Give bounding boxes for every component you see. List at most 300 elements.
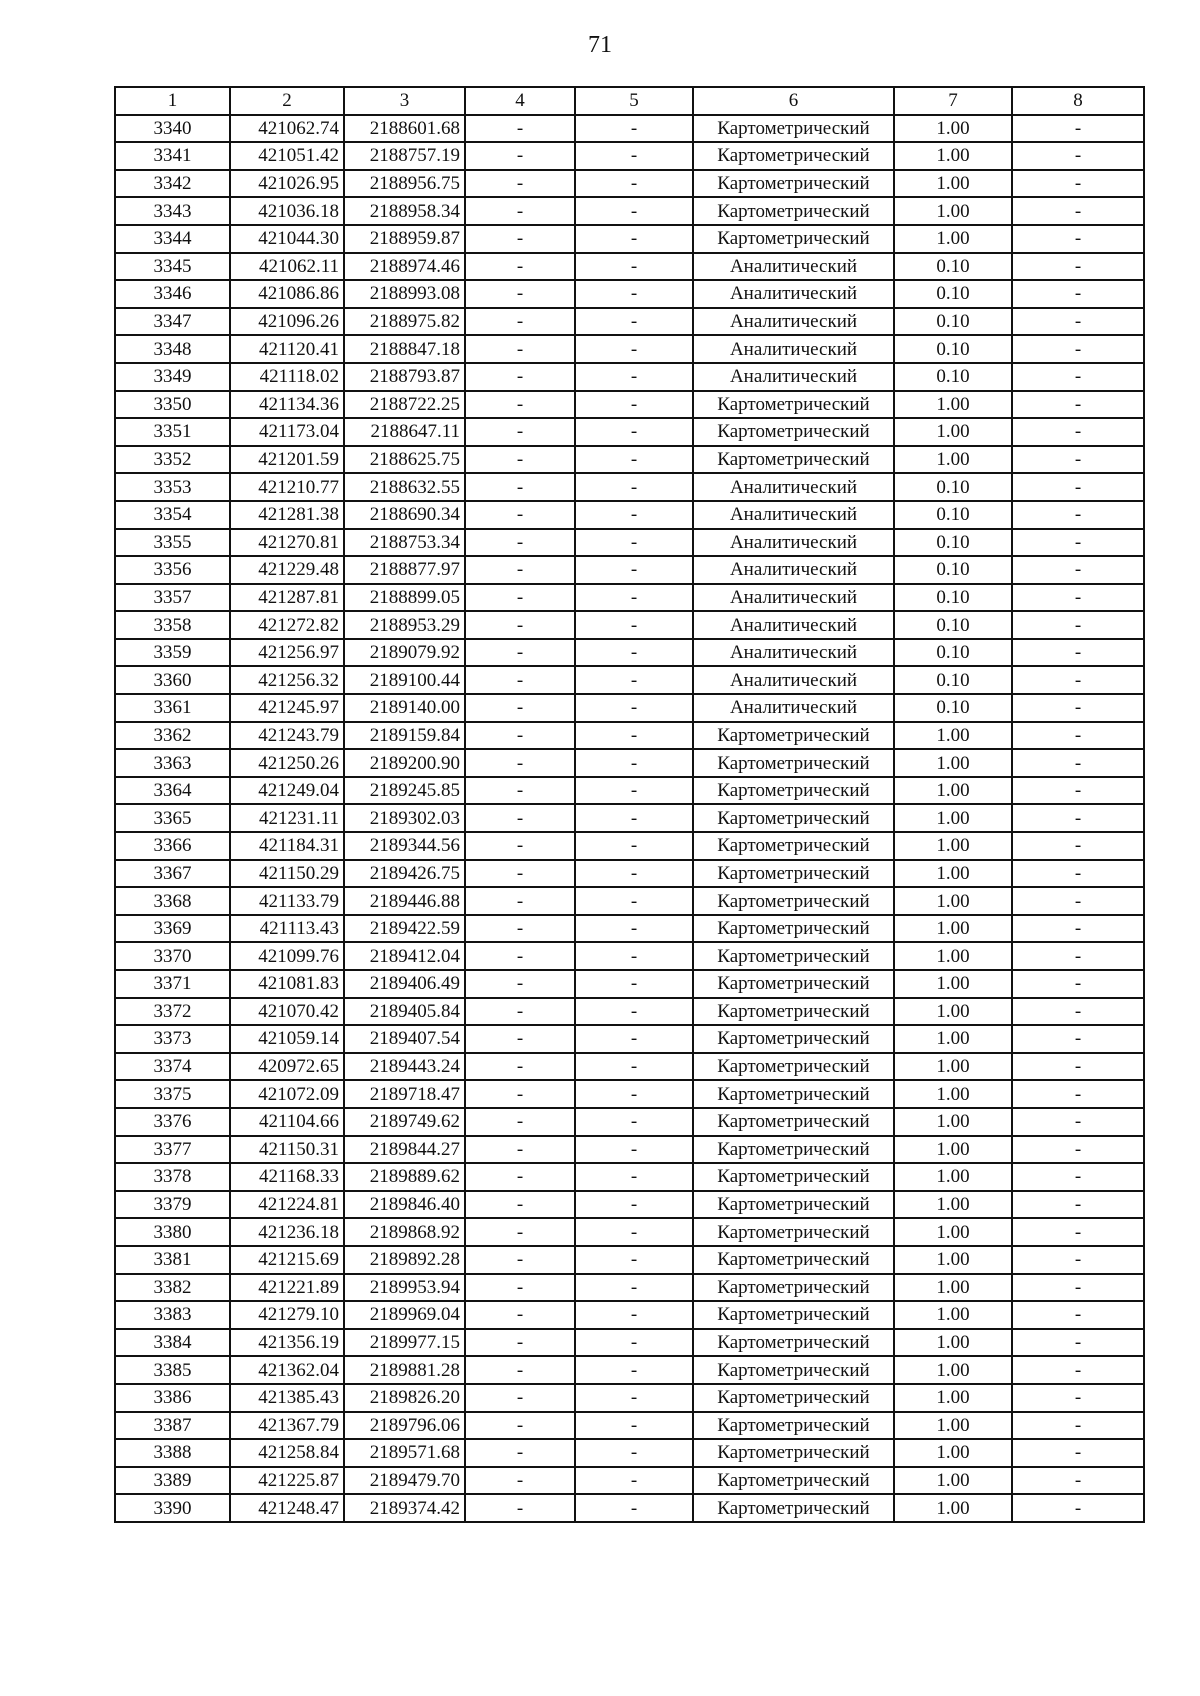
y-coordinate-cell: 2189079.92 (344, 639, 465, 667)
column-8-cell: - (1012, 1218, 1144, 1246)
method-cell: Картометрический (693, 887, 894, 915)
y-coordinate-cell: 2188993.08 (344, 280, 465, 308)
point-number-cell: 3371 (115, 970, 230, 998)
column-5-cell: - (575, 1053, 693, 1081)
column-4-cell: - (465, 280, 575, 308)
y-coordinate-cell: 2188899.05 (344, 584, 465, 612)
accuracy-cell: 1.00 (894, 749, 1012, 777)
x-coordinate-cell: 421225.87 (230, 1467, 344, 1495)
y-coordinate-cell: 2189245.85 (344, 777, 465, 805)
y-coordinate-cell: 2189749.62 (344, 1108, 465, 1136)
table-row (115, 529, 1144, 557)
column-8-cell: - (1012, 1384, 1144, 1412)
column-5-cell: - (575, 529, 693, 557)
column-5-cell: - (575, 1108, 693, 1136)
column-8-cell: - (1012, 1246, 1144, 1274)
x-coordinate-cell: 421026.95 (230, 170, 344, 198)
column-8-cell: - (1012, 197, 1144, 225)
x-coordinate-cell: 421168.33 (230, 1163, 344, 1191)
column-4-cell: - (465, 1191, 575, 1219)
y-coordinate-cell: 2189868.92 (344, 1218, 465, 1246)
point-number-cell: 3383 (115, 1301, 230, 1329)
x-coordinate-cell: 421248.47 (230, 1494, 344, 1522)
column-5-cell: - (575, 170, 693, 198)
method-cell: Аналитический (693, 308, 894, 336)
column-5-cell: - (575, 584, 693, 612)
table-row (115, 1274, 1144, 1302)
column-4-cell: - (465, 1246, 575, 1274)
column-8-cell: - (1012, 1439, 1144, 1467)
point-number-cell: 3365 (115, 804, 230, 832)
column-4-cell: - (465, 501, 575, 529)
table-row (115, 1246, 1144, 1274)
column-5-cell: - (575, 777, 693, 805)
method-cell: Картометрический (693, 391, 894, 419)
table-row (115, 722, 1144, 750)
x-coordinate-cell: 421173.04 (230, 418, 344, 446)
table-row (115, 1191, 1144, 1219)
method-cell: Аналитический (693, 473, 894, 501)
method-cell: Картометрический (693, 777, 894, 805)
point-number-cell: 3359 (115, 639, 230, 667)
table-row (115, 1080, 1144, 1108)
method-cell: Картометрический (693, 1053, 894, 1081)
y-coordinate-cell: 2189889.62 (344, 1163, 465, 1191)
accuracy-cell: 1.00 (894, 1218, 1012, 1246)
point-number-cell: 3363 (115, 749, 230, 777)
point-number-cell: 3364 (115, 777, 230, 805)
method-cell: Картометрический (693, 1274, 894, 1302)
column-8-cell: - (1012, 1301, 1144, 1329)
x-coordinate-cell: 421104.66 (230, 1108, 344, 1136)
y-coordinate-cell: 2189407.54 (344, 1025, 465, 1053)
point-number-cell: 3361 (115, 694, 230, 722)
column-8-cell: - (1012, 639, 1144, 667)
y-coordinate-cell: 2189881.28 (344, 1356, 465, 1384)
column-4-cell: - (465, 1494, 575, 1522)
column-5-cell: - (575, 142, 693, 170)
method-cell: Картометрический (693, 749, 894, 777)
accuracy-cell: 1.00 (894, 1494, 1012, 1522)
x-coordinate-cell: 421221.89 (230, 1274, 344, 1302)
column-8-cell: - (1012, 749, 1144, 777)
table-row (115, 556, 1144, 584)
point-number-cell: 3387 (115, 1412, 230, 1440)
y-coordinate-cell: 2188956.75 (344, 170, 465, 198)
point-number-cell: 3354 (115, 501, 230, 529)
column-8-cell: - (1012, 1136, 1144, 1164)
point-number-cell: 3340 (115, 115, 230, 143)
point-number-cell: 3372 (115, 998, 230, 1026)
method-cell: Аналитический (693, 363, 894, 391)
column-5-cell: - (575, 942, 693, 970)
column-5-cell: - (575, 280, 693, 308)
point-number-cell: 3350 (115, 391, 230, 419)
column-5-cell: - (575, 1384, 693, 1412)
y-coordinate-cell: 2189302.03 (344, 804, 465, 832)
column-5-cell: - (575, 804, 693, 832)
method-cell: Аналитический (693, 556, 894, 584)
column-5-cell: - (575, 915, 693, 943)
point-number-cell: 3373 (115, 1025, 230, 1053)
y-coordinate-cell: 2189443.24 (344, 1053, 465, 1081)
column-4-cell: - (465, 722, 575, 750)
table-row (115, 639, 1144, 667)
column-4-cell: - (465, 308, 575, 336)
method-cell: Картометрический (693, 998, 894, 1026)
method-cell: Аналитический (693, 694, 894, 722)
accuracy-cell: 0.10 (894, 335, 1012, 363)
point-number-cell: 3377 (115, 1136, 230, 1164)
method-cell: Картометрический (693, 1412, 894, 1440)
table-row (115, 391, 1144, 419)
column-8-cell: - (1012, 860, 1144, 888)
method-cell: Картометрический (693, 1329, 894, 1357)
point-number-cell: 3351 (115, 418, 230, 446)
y-coordinate-cell: 2189479.70 (344, 1467, 465, 1495)
x-coordinate-cell: 421279.10 (230, 1301, 344, 1329)
table-row (115, 832, 1144, 860)
y-coordinate-cell: 2189159.84 (344, 722, 465, 750)
x-coordinate-cell: 421270.81 (230, 529, 344, 557)
point-number-cell: 3355 (115, 529, 230, 557)
column-header: 2 (230, 87, 344, 115)
x-coordinate-cell: 421099.76 (230, 942, 344, 970)
column-4-cell: - (465, 749, 575, 777)
y-coordinate-cell: 2189718.47 (344, 1080, 465, 1108)
method-cell: Картометрический (693, 1356, 894, 1384)
accuracy-cell: 1.00 (894, 1191, 1012, 1219)
column-5-cell: - (575, 998, 693, 1026)
y-coordinate-cell: 2189374.42 (344, 1494, 465, 1522)
column-header: 1 (115, 87, 230, 115)
point-number-cell: 3341 (115, 142, 230, 170)
accuracy-cell: 0.10 (894, 280, 1012, 308)
column-5-cell: - (575, 1301, 693, 1329)
column-4-cell: - (465, 1356, 575, 1384)
table-row (115, 1108, 1144, 1136)
column-5-cell: - (575, 1246, 693, 1274)
column-8-cell: - (1012, 418, 1144, 446)
accuracy-cell: 0.10 (894, 363, 1012, 391)
table-row (115, 611, 1144, 639)
y-coordinate-cell: 2189953.94 (344, 1274, 465, 1302)
column-8-cell: - (1012, 225, 1144, 253)
column-5-cell: - (575, 722, 693, 750)
column-5-cell: - (575, 1025, 693, 1053)
column-8-cell: - (1012, 1412, 1144, 1440)
table-row (115, 170, 1144, 198)
method-cell: Аналитический (693, 335, 894, 363)
column-header: 3 (344, 87, 465, 115)
column-4-cell: - (465, 473, 575, 501)
point-number-cell: 3356 (115, 556, 230, 584)
y-coordinate-cell: 2189426.75 (344, 860, 465, 888)
column-4-cell: - (465, 418, 575, 446)
x-coordinate-cell: 421150.31 (230, 1136, 344, 1164)
point-number-cell: 3376 (115, 1108, 230, 1136)
point-number-cell: 3346 (115, 280, 230, 308)
table-row (115, 942, 1144, 970)
point-number-cell: 3353 (115, 473, 230, 501)
x-coordinate-cell: 421150.29 (230, 860, 344, 888)
method-cell: Аналитический (693, 611, 894, 639)
method-cell: Картометрический (693, 115, 894, 143)
column-5-cell: - (575, 391, 693, 419)
method-cell: Картометрический (693, 1163, 894, 1191)
x-coordinate-cell: 421062.11 (230, 253, 344, 281)
accuracy-cell: 1.00 (894, 446, 1012, 474)
column-4-cell: - (465, 666, 575, 694)
column-4-cell: - (465, 1025, 575, 1053)
column-4-cell: - (465, 1218, 575, 1246)
accuracy-cell: 0.10 (894, 501, 1012, 529)
column-4-cell: - (465, 887, 575, 915)
column-8-cell: - (1012, 584, 1144, 612)
column-4-cell: - (465, 1274, 575, 1302)
column-4-cell: - (465, 197, 575, 225)
y-coordinate-cell: 2189405.84 (344, 998, 465, 1026)
point-number-cell: 3347 (115, 308, 230, 336)
accuracy-cell: 1.00 (894, 1053, 1012, 1081)
column-5-cell: - (575, 446, 693, 474)
column-8-cell: - (1012, 1025, 1144, 1053)
accuracy-cell: 1.00 (894, 722, 1012, 750)
point-number-cell: 3389 (115, 1467, 230, 1495)
column-5-cell: - (575, 1080, 693, 1108)
column-5-cell: - (575, 887, 693, 915)
column-4-cell: - (465, 639, 575, 667)
accuracy-cell: 0.10 (894, 666, 1012, 694)
column-8-cell: - (1012, 1494, 1144, 1522)
x-coordinate-cell: 421051.42 (230, 142, 344, 170)
method-cell: Картометрический (693, 915, 894, 943)
x-coordinate-cell: 421356.19 (230, 1329, 344, 1357)
column-8-cell: - (1012, 887, 1144, 915)
x-coordinate-cell: 421086.86 (230, 280, 344, 308)
column-4-cell: - (465, 142, 575, 170)
column-5-cell: - (575, 611, 693, 639)
method-cell: Аналитический (693, 584, 894, 612)
table-row (115, 418, 1144, 446)
table-row (115, 197, 1144, 225)
point-number-cell: 3381 (115, 1246, 230, 1274)
point-number-cell: 3384 (115, 1329, 230, 1357)
y-coordinate-cell: 2189344.56 (344, 832, 465, 860)
column-8-cell: - (1012, 335, 1144, 363)
column-8-cell: - (1012, 363, 1144, 391)
table-row (115, 501, 1144, 529)
x-coordinate-cell: 421385.43 (230, 1384, 344, 1412)
y-coordinate-cell: 2188958.34 (344, 197, 465, 225)
column-4-cell: - (465, 556, 575, 584)
point-number-cell: 3374 (115, 1053, 230, 1081)
method-cell: Картометрический (693, 832, 894, 860)
column-8-cell: - (1012, 556, 1144, 584)
table-row (115, 446, 1144, 474)
method-cell: Картометрический (693, 170, 894, 198)
column-5-cell: - (575, 253, 693, 281)
column-4-cell: - (465, 170, 575, 198)
y-coordinate-cell: 2189826.20 (344, 1384, 465, 1412)
accuracy-cell: 1.00 (894, 1246, 1012, 1274)
x-coordinate-cell: 421072.09 (230, 1080, 344, 1108)
column-8-cell: - (1012, 832, 1144, 860)
accuracy-cell: 1.00 (894, 942, 1012, 970)
method-cell: Картометрический (693, 1136, 894, 1164)
column-5-cell: - (575, 335, 693, 363)
accuracy-cell: 1.00 (894, 1329, 1012, 1357)
method-cell: Картометрический (693, 197, 894, 225)
y-coordinate-cell: 2189200.90 (344, 749, 465, 777)
method-cell: Картометрический (693, 1218, 894, 1246)
column-5-cell: - (575, 832, 693, 860)
y-coordinate-cell: 2189977.15 (344, 1329, 465, 1357)
y-coordinate-cell: 2188753.34 (344, 529, 465, 557)
column-8-cell: - (1012, 253, 1144, 281)
accuracy-cell: 1.00 (894, 225, 1012, 253)
accuracy-cell: 1.00 (894, 1467, 1012, 1495)
column-5-cell: - (575, 225, 693, 253)
y-coordinate-cell: 2188974.46 (344, 253, 465, 281)
column-4-cell: - (465, 391, 575, 419)
accuracy-cell: 1.00 (894, 777, 1012, 805)
column-8-cell: - (1012, 501, 1144, 529)
table-row (115, 308, 1144, 336)
point-number-cell: 3378 (115, 1163, 230, 1191)
accuracy-cell: 1.00 (894, 1301, 1012, 1329)
accuracy-cell: 1.00 (894, 1384, 1012, 1412)
method-cell: Картометрический (693, 722, 894, 750)
point-number-cell: 3368 (115, 887, 230, 915)
x-coordinate-cell: 421081.83 (230, 970, 344, 998)
x-coordinate-cell: 421134.36 (230, 391, 344, 419)
column-8-cell: - (1012, 1356, 1144, 1384)
x-coordinate-cell: 421231.11 (230, 804, 344, 832)
column-header: 6 (693, 87, 894, 115)
method-cell: Картометрический (693, 804, 894, 832)
accuracy-cell: 1.00 (894, 1025, 1012, 1053)
x-coordinate-cell: 421229.48 (230, 556, 344, 584)
column-8-cell: - (1012, 804, 1144, 832)
column-4-cell: - (465, 335, 575, 363)
point-number-cell: 3343 (115, 197, 230, 225)
x-coordinate-cell: 420972.65 (230, 1053, 344, 1081)
table-row (115, 694, 1144, 722)
y-coordinate-cell: 2188793.87 (344, 363, 465, 391)
column-8-cell: - (1012, 308, 1144, 336)
x-coordinate-cell: 421281.38 (230, 501, 344, 529)
point-number-cell: 3345 (115, 253, 230, 281)
table-row (115, 1163, 1144, 1191)
y-coordinate-cell: 2188647.11 (344, 418, 465, 446)
accuracy-cell: 1.00 (894, 1439, 1012, 1467)
x-coordinate-cell: 421201.59 (230, 446, 344, 474)
table-row (115, 1356, 1144, 1384)
point-number-cell: 3344 (115, 225, 230, 253)
table-header-row (115, 87, 1144, 115)
table-row (115, 253, 1144, 281)
method-cell: Картометрический (693, 418, 894, 446)
column-4-cell: - (465, 1108, 575, 1136)
point-number-cell: 3390 (115, 1494, 230, 1522)
accuracy-cell: 1.00 (894, 1274, 1012, 1302)
column-4-cell: - (465, 860, 575, 888)
table-row (115, 804, 1144, 832)
method-cell: Картометрический (693, 1494, 894, 1522)
y-coordinate-cell: 2188757.19 (344, 142, 465, 170)
accuracy-cell: 1.00 (894, 418, 1012, 446)
y-coordinate-cell: 2189571.68 (344, 1439, 465, 1467)
column-8-cell: - (1012, 722, 1144, 750)
column-8-cell: - (1012, 473, 1144, 501)
y-coordinate-cell: 2188847.18 (344, 335, 465, 363)
y-coordinate-cell: 2189969.04 (344, 1301, 465, 1329)
column-header: 8 (1012, 87, 1144, 115)
point-number-cell: 3375 (115, 1080, 230, 1108)
y-coordinate-cell: 2189844.27 (344, 1136, 465, 1164)
column-4-cell: - (465, 942, 575, 970)
column-8-cell: - (1012, 1163, 1144, 1191)
y-coordinate-cell: 2188959.87 (344, 225, 465, 253)
accuracy-cell: 1.00 (894, 1412, 1012, 1440)
column-4-cell: - (465, 363, 575, 391)
y-coordinate-cell: 2188625.75 (344, 446, 465, 474)
column-8-cell: - (1012, 611, 1144, 639)
x-coordinate-cell: 421287.81 (230, 584, 344, 612)
table-row (115, 473, 1144, 501)
accuracy-cell: 0.10 (894, 473, 1012, 501)
method-cell: Картометрический (693, 225, 894, 253)
column-5-cell: - (575, 501, 693, 529)
table-row (115, 363, 1144, 391)
column-4-cell: - (465, 1080, 575, 1108)
column-8-cell: - (1012, 1329, 1144, 1357)
column-4-cell: - (465, 1136, 575, 1164)
y-coordinate-cell: 2189406.49 (344, 970, 465, 998)
x-coordinate-cell: 421036.18 (230, 197, 344, 225)
column-4-cell: - (465, 970, 575, 998)
y-coordinate-cell: 2189846.40 (344, 1191, 465, 1219)
accuracy-cell: 0.10 (894, 308, 1012, 336)
column-5-cell: - (575, 639, 693, 667)
point-number-cell: 3379 (115, 1191, 230, 1219)
x-coordinate-cell: 421070.42 (230, 998, 344, 1026)
column-4-cell: - (465, 584, 575, 612)
column-5-cell: - (575, 473, 693, 501)
column-8-cell: - (1012, 142, 1144, 170)
accuracy-cell: 1.00 (894, 970, 1012, 998)
column-5-cell: - (575, 1329, 693, 1357)
y-coordinate-cell: 2188722.25 (344, 391, 465, 419)
y-coordinate-cell: 2188877.97 (344, 556, 465, 584)
accuracy-cell: 1.00 (894, 915, 1012, 943)
table-row (115, 887, 1144, 915)
table-row (115, 115, 1144, 143)
method-cell: Картометрический (693, 1301, 894, 1329)
column-4-cell: - (465, 529, 575, 557)
column-8-cell: - (1012, 1053, 1144, 1081)
column-5-cell: - (575, 1191, 693, 1219)
method-cell: Картометрический (693, 1467, 894, 1495)
point-number-cell: 3349 (115, 363, 230, 391)
table-row (115, 280, 1144, 308)
x-coordinate-cell: 421362.04 (230, 1356, 344, 1384)
column-4-cell: - (465, 253, 575, 281)
column-5-cell: - (575, 1274, 693, 1302)
method-cell: Картометрический (693, 1025, 894, 1053)
y-coordinate-cell: 2189422.59 (344, 915, 465, 943)
